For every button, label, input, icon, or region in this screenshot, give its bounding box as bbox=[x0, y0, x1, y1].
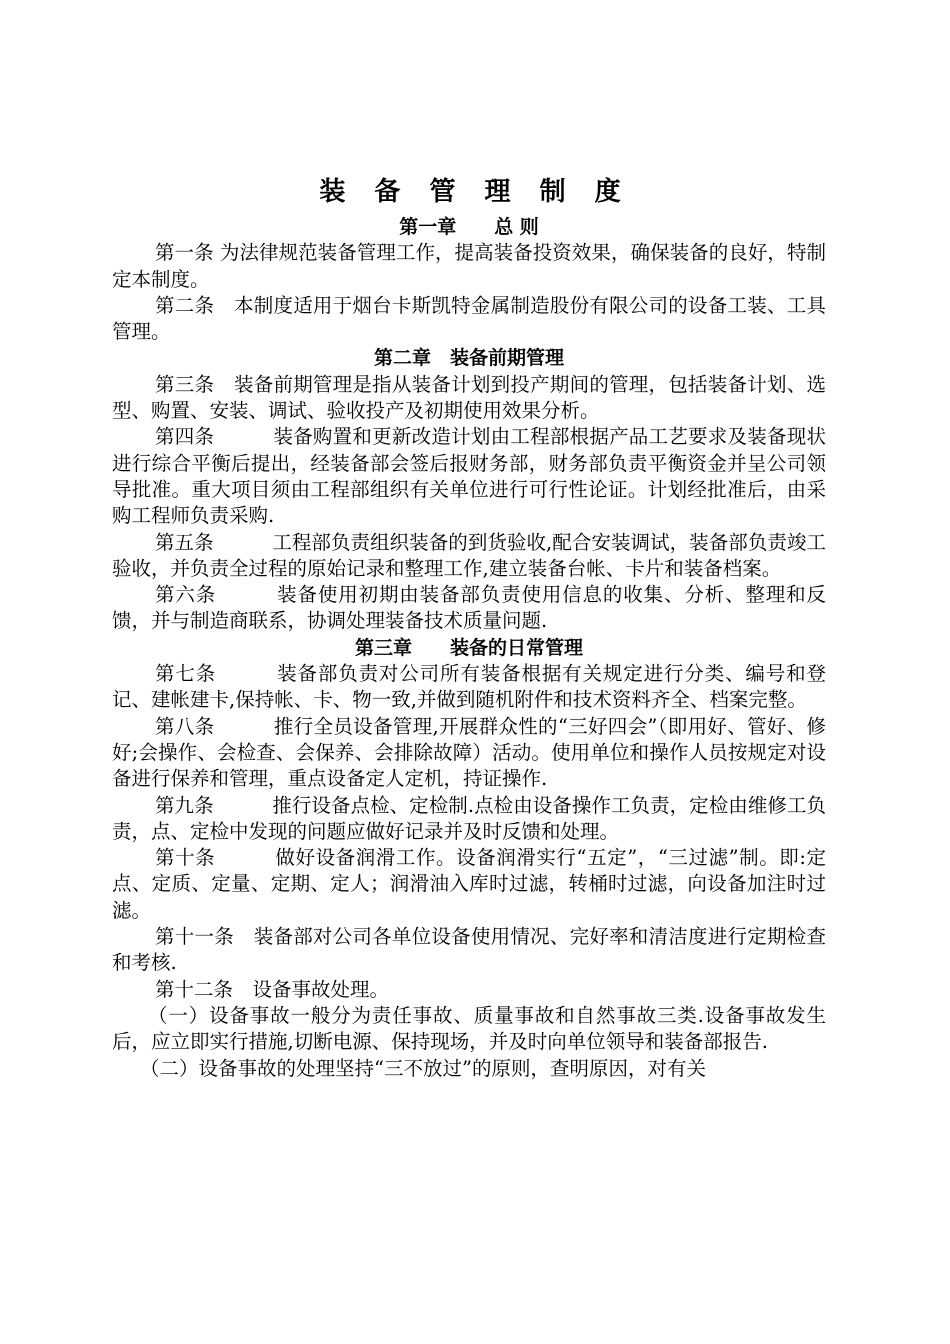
article-paragraph: 第九条 推行设备点检、定检制.点检由设备操作工负责，定检由维修工负责，点、定检中发现的问题应做好记录并及时反馈和处理。 bbox=[112, 793, 826, 843]
article-paragraph: 第十二条 设备事故处理。 bbox=[155, 977, 390, 1001]
article-paragraph: 第五条 工程部负责组织装备的到货验收,配合安装调试，装备部负责竣工验收，并负责全过程的原始记录和整理工作,建立装备台帐、卡片和装备档案。 bbox=[112, 530, 826, 580]
article-paragraph: 第三条 装备前期管理是指从装备计划到投产期间的管理，包括装备计划、选型、购置、安装、调试、验收投产及初期使用效果分析。 bbox=[112, 372, 826, 423]
article-paragraph: 第七条 装备部负责对公司所有装备根据有关规定进行分类、编号和登记、建帐建卡,保持帐、卡、物一致,并做到随机附件和技术资料齐全、档案完整。 bbox=[112, 662, 826, 712]
chapter-heading: 第三章 装备的日常管理 bbox=[354, 636, 583, 659]
article-paragraph: 第八条 推行全员设备管理,开展群众性的“三好四会”（即用好、管好、修好;会操作、会检查、会保养、会排除故障）活动。使用单位和操作人员按规定对设备进行保养和管理，重点设备定人定机，持证操作. bbox=[112, 714, 826, 791]
article-paragraph: 第二条 本制度适用于烟台卡斯凯特金属制造股份有限公司的设备工装、工具管理。 bbox=[112, 293, 826, 344]
article-paragraph: 第十条 做好设备润滑工作。设备润滑实行“五定”，“三过滤”制。即:定点、定质、定量、定期、定人；润滑油入库时过滤，转桶时过滤，向设备加注时过滤。 bbox=[112, 846, 826, 922]
article-paragraph: （一）设备事故一般分为责任事故、质量事故和自然事故三类.设备事故发生后，应立即实行措施,切断电源、保持现场，并及时向单位领导和装备部报告. bbox=[112, 1003, 826, 1054]
article-paragraph: （二）设备事故的处理坚持“三不放过”的原则，查明原因，对有关 bbox=[140, 1056, 706, 1080]
document-title: 装 备 管 理 制 度 bbox=[319, 177, 631, 207]
chapter-heading: 第一章 总 则 bbox=[399, 216, 539, 238]
article-paragraph: 第十一条 装备部对公司各单位设备使用情况、完好率和清洁度进行定期检查和考核. bbox=[112, 925, 826, 975]
document-body bbox=[112, 214, 826, 1082]
chapter-heading: 第二章 装备前期管理 bbox=[373, 347, 564, 370]
article-paragraph: 第六条 装备使用初期由装备部负责使用信息的收集、分析、整理和反馈，并与制造商联系，协调处理装备技术质量问题. bbox=[112, 583, 826, 633]
article-paragraph: 第一条 为法律规范装备管理工作，提高装备投资效果，确保装备的良好，特制定本制度。 bbox=[112, 241, 826, 291]
article-paragraph: 第四条 装备购置和更新改造计划由工程部根据产品工艺要求及装备现状进行综合平衡后提出，经装备部会签后报财务部，财务部负责平衡资金并呈公司领导批准。重大项目须由工程部组织有关单位进行可行性论证。计划经批准后，由采购工程师负责采购. bbox=[112, 425, 826, 528]
